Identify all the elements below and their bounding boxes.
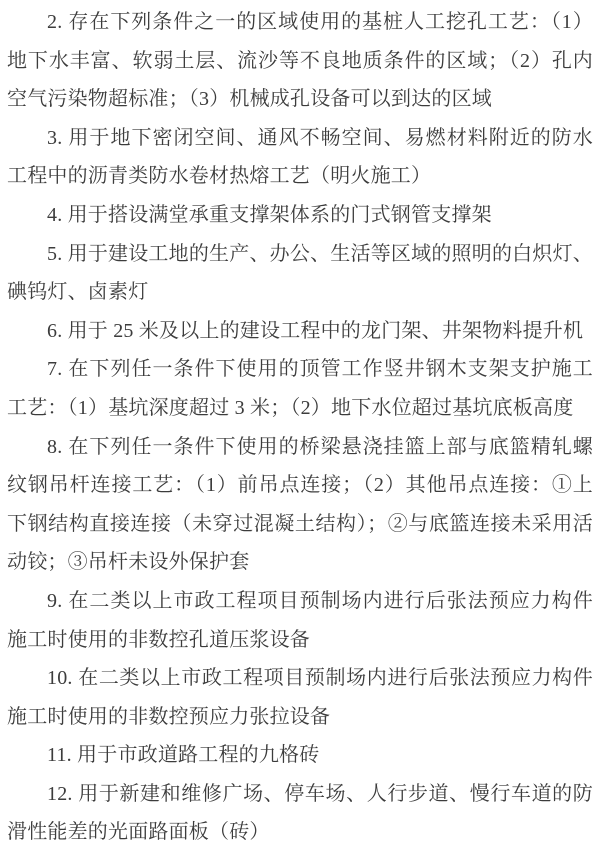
list-item-11	[7, 736, 593, 775]
list-item-2	[7, 3, 593, 119]
item-3-line-2: 工程中的沥青类防水卷材热熔工艺（明火施工）	[7, 165, 432, 188]
item-9-line-1: 9. 在二类以上市政工程项目预制场内进行后张法预应力构件	[47, 589, 593, 612]
list-item-12	[7, 775, 593, 852]
item-10-line-1: 10. 在二类以上市政工程项目预制场内进行后张法预应力构件	[47, 667, 593, 690]
item-7-line-2: 工艺：（1）基坑深度超过 3 米；（2）地下水位超过基坑底板高度	[7, 396, 574, 419]
item-5-line-1: 5. 用于建设工地的生产、办公、生活等区域的照明的白炽灯、	[47, 242, 593, 265]
item-5-line-2: 碘钨灯、卤素灯	[7, 281, 149, 304]
item-9-line-2: 施工时使用的非数控孔道压浆设备	[7, 628, 310, 651]
list-item-4	[7, 196, 593, 235]
list-item-7	[7, 350, 593, 427]
item-12-line-1: 12. 用于新建和维修广场、停车场、人行步道、慢行车道的防	[47, 782, 593, 805]
item-10-line-2: 施工时使用的非数控预应力张拉设备	[7, 705, 331, 728]
item-2-line-2: 地下水丰富、软弱土层、流沙等不良地质条件的区域；（2）孔内	[7, 49, 593, 72]
item-2-line-3: 空气污染物超标准；（3）机械成孔设备可以到达的区域	[7, 88, 492, 111]
item-3-line-1: 3. 用于地下密闭空间、通风不畅空间、易燃材料附近的防水	[47, 126, 593, 149]
item-7-line-1: 7. 在下列任一条件下使用的顶管工作竖井钢木支架支护施工	[47, 358, 593, 381]
item-2-line-1: 2. 存在下列条件之一的区域使用的基桩人工挖孔工艺：（1）	[47, 11, 593, 33]
item-4-line-1: 4. 用于搭设满堂承重支撑架体系的门式钢管支撑架	[47, 203, 492, 226]
item-6-line-1: 6. 用于 25 米及以上的建设工程中的龙门架、井架物料提升机	[47, 319, 584, 342]
item-8-line-4: 动铰；③吊杆未设外保护套	[7, 551, 250, 574]
list-item-10	[7, 659, 593, 736]
item-12-line-2: 滑性能差的光面路面板（砖）	[7, 821, 270, 844]
list-item-6	[7, 312, 593, 351]
list-item-8	[7, 428, 593, 582]
item-8-line-2: 纹钢吊杆连接工艺：（1）前吊点连接；（2）其他吊点连接：①上	[7, 474, 593, 497]
restricted-items-list	[7, 3, 593, 852]
item-8-line-3: 下钢结构直接连接（未穿过混凝土结构）；②与底篮连接未采用活	[7, 512, 593, 535]
list-item-9	[7, 582, 593, 659]
item-11-line-1: 11. 用于市政道路工程的九格砖	[47, 744, 320, 767]
list-item-5	[7, 235, 593, 312]
list-item-3	[7, 119, 593, 196]
item-8-line-1: 8. 在下列任一条件下使用的桥梁悬浇挂篮上部与底篮精轧螺	[47, 435, 593, 458]
